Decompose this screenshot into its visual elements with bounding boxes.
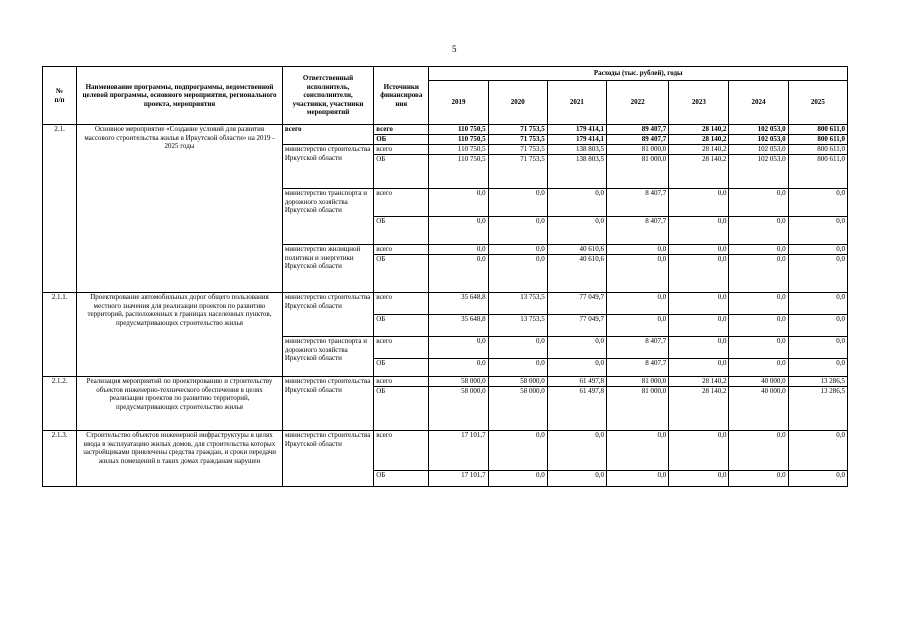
responsible-executor: министерство строительства Иркутской области — [282, 293, 373, 337]
value-2025: 800 611,0 — [788, 125, 847, 135]
funding-source: всего — [374, 431, 429, 471]
value-2024: 0,0 — [729, 189, 788, 217]
value-2021: 0,0 — [547, 189, 606, 217]
funding-source: ОБ — [374, 315, 429, 337]
value-2023: 0,0 — [669, 315, 729, 337]
value-2025: 0,0 — [788, 431, 847, 471]
table-row — [43, 293, 848, 315]
year-header-2025: 2025 — [788, 81, 847, 125]
funding-source: всего — [374, 337, 429, 359]
value-2024: 40 000,0 — [729, 387, 788, 431]
value-2022: 0,0 — [607, 471, 669, 487]
value-2021: 40 610,6 — [547, 255, 606, 293]
value-2020: 0,0 — [488, 217, 547, 245]
value-2023: 0,0 — [669, 255, 729, 293]
value-2021: 61 497,8 — [547, 377, 606, 387]
value-2019: 58 000,0 — [429, 387, 488, 431]
responsible-executor: всего — [282, 125, 373, 145]
value-2019: 0,0 — [429, 337, 488, 359]
value-2025: 0,0 — [788, 359, 847, 377]
value-2025: 800 611,0 — [788, 155, 847, 189]
funding-source: ОБ — [374, 471, 429, 487]
value-2019: 110 750,5 — [429, 145, 488, 155]
header-responsible: Ответственный исполнитель, соисполнители, участники, участники мероприятий — [282, 67, 373, 125]
value-2023: 0,0 — [669, 293, 729, 315]
value-2024: 102 053,0 — [729, 155, 788, 189]
value-2021: 138 803,5 — [547, 145, 606, 155]
row-number: 2.1.1. — [43, 293, 77, 377]
value-2025: 0,0 — [788, 189, 847, 217]
value-2025: 0,0 — [788, 217, 847, 245]
funding-source: ОБ — [374, 255, 429, 293]
value-2025: 0,0 — [788, 471, 847, 487]
value-2022: 81 000,0 — [607, 155, 669, 189]
value-2019: 0,0 — [429, 217, 488, 245]
value-2020: 58 000,0 — [488, 377, 547, 387]
value-2024: 102 053,0 — [729, 125, 788, 135]
value-2024: 102 053,0 — [729, 145, 788, 155]
value-2023: 28 140,2 — [669, 377, 729, 387]
value-2021: 0,0 — [547, 431, 606, 471]
activity-name: Реализация мероприятий по проектированию и строительству объектов инженерно-технического обеспечения в целях реализации проектов по развитию территорий, предусматривающих строительство жилья — [77, 377, 283, 431]
value-2019: 58 000,0 — [429, 377, 488, 387]
funding-source: ОБ — [374, 387, 429, 431]
page-number: 5 — [452, 44, 457, 54]
value-2022: 0,0 — [607, 255, 669, 293]
row-number: 2.1. — [43, 125, 77, 293]
value-2020: 0,0 — [488, 337, 547, 359]
funding-source: всего — [374, 377, 429, 387]
value-2022: 81 000,0 — [607, 377, 669, 387]
value-2024: 0,0 — [729, 255, 788, 293]
value-2025: 13 286,5 — [788, 387, 847, 431]
value-2022: 8 407,7 — [607, 337, 669, 359]
value-2019: 110 750,5 — [429, 155, 488, 189]
value-2021: 0,0 — [547, 471, 606, 487]
value-2021: 77 049,7 — [547, 315, 606, 337]
table-row — [43, 125, 848, 135]
header-name: Наименование программы, подпрограммы, ведомственной целевой программы, основного мероприятия, регионального проекта, мероприятия — [77, 67, 283, 125]
value-2020: 13 753,5 — [488, 315, 547, 337]
value-2023: 0,0 — [669, 189, 729, 217]
value-2019: 0,0 — [429, 255, 488, 293]
year-header-2020: 2020 — [488, 81, 547, 125]
value-2019: 35 648,8 — [429, 315, 488, 337]
funding-source: всего — [374, 189, 429, 217]
value-2020: 71 753,5 — [488, 135, 547, 145]
responsible-executor: министерство строительства Иркутской области — [282, 145, 373, 189]
value-2020: 0,0 — [488, 189, 547, 217]
value-2019: 17 101,7 — [429, 471, 488, 487]
value-2021: 40 610,6 — [547, 245, 606, 255]
budget-table — [42, 66, 848, 487]
value-2021: 77 049,7 — [547, 293, 606, 315]
value-2022: 81 000,0 — [607, 387, 669, 431]
value-2020: 58 000,0 — [488, 387, 547, 431]
responsible-executor: министерство строительства Иркутской области — [282, 377, 373, 431]
table-row — [43, 377, 848, 387]
funding-source: ОБ — [374, 135, 429, 145]
value-2021: 138 803,5 — [547, 155, 606, 189]
activity-name: Проектирование автомобильных дорог общего пользования местного значения для реализации проектов по развитию территорий, расположенных в границах населенных пунктов, предусматривающих строительство жилья — [77, 293, 283, 377]
value-2020: 0,0 — [488, 471, 547, 487]
header-sources: Источники финансирова ния — [374, 67, 429, 125]
funding-source: ОБ — [374, 217, 429, 245]
value-2021: 179 414,1 — [547, 125, 606, 135]
funding-source: всего — [374, 145, 429, 155]
value-2021: 0,0 — [547, 217, 606, 245]
value-2025: 13 286,5 — [788, 377, 847, 387]
year-header-2024: 2024 — [729, 81, 788, 125]
row-number: 2.1.2. — [43, 377, 77, 431]
value-2025: 0,0 — [788, 293, 847, 315]
funding-source: ОБ — [374, 155, 429, 189]
value-2023: 0,0 — [669, 337, 729, 359]
value-2019: 110 750,5 — [429, 125, 488, 135]
value-2021: 0,0 — [547, 337, 606, 359]
value-2022: 8 407,7 — [607, 189, 669, 217]
value-2020: 71 753,5 — [488, 155, 547, 189]
header-expenses: Расходы (тыс. рублей), годы — [429, 67, 848, 81]
value-2020: 13 753,5 — [488, 293, 547, 315]
value-2025: 800 611,0 — [788, 145, 847, 155]
value-2024: 102 053,0 — [729, 135, 788, 145]
value-2023: 28 140,2 — [669, 135, 729, 145]
funding-source: ОБ — [374, 359, 429, 377]
value-2022: 0,0 — [607, 293, 669, 315]
value-2024: 0,0 — [729, 315, 788, 337]
responsible-executor: министерство жилищной политики и энергетики Иркутской области — [282, 245, 373, 293]
value-2023: 28 140,2 — [669, 155, 729, 189]
value-2023: 0,0 — [669, 471, 729, 487]
value-2024: 0,0 — [729, 293, 788, 315]
value-2019: 110 750,5 — [429, 135, 488, 145]
value-2023: 28 140,2 — [669, 387, 729, 431]
year-header-2021: 2021 — [547, 81, 606, 125]
value-2021: 61 497,8 — [547, 387, 606, 431]
value-2024: 0,0 — [729, 471, 788, 487]
value-2025: 0,0 — [788, 337, 847, 359]
year-header-2023: 2023 — [669, 81, 729, 125]
value-2024: 0,0 — [729, 431, 788, 471]
value-2019: 0,0 — [429, 359, 488, 377]
value-2022: 8 407,7 — [607, 359, 669, 377]
value-2024: 0,0 — [729, 337, 788, 359]
value-2023: 0,0 — [669, 431, 729, 471]
value-2025: 0,0 — [788, 255, 847, 293]
value-2023: 0,0 — [669, 245, 729, 255]
value-2020: 0,0 — [488, 431, 547, 471]
row-number: 2.1.3. — [43, 431, 77, 487]
value-2022: 8 407,7 — [607, 217, 669, 245]
value-2019: 0,0 — [429, 189, 488, 217]
table-row — [43, 431, 848, 471]
value-2025: 800 611,0 — [788, 135, 847, 145]
value-2024: 40 000,0 — [729, 377, 788, 387]
value-2022: 0,0 — [607, 315, 669, 337]
value-2020: 0,0 — [488, 359, 547, 377]
value-2022: 0,0 — [607, 245, 669, 255]
value-2025: 0,0 — [788, 245, 847, 255]
value-2022: 0,0 — [607, 431, 669, 471]
header-num: № п/п — [43, 67, 77, 125]
funding-source: всего — [374, 245, 429, 255]
responsible-executor: министерство транспорта и дорожного хозяйства Иркутской области — [282, 189, 373, 245]
value-2019: 17 101,7 — [429, 431, 488, 471]
value-2022: 89 407,7 — [607, 125, 669, 135]
funding-source: всего — [374, 293, 429, 315]
value-2024: 0,0 — [729, 359, 788, 377]
value-2019: 35 648,8 — [429, 293, 488, 315]
year-header-2019: 2019 — [429, 81, 488, 125]
value-2021: 179 414,1 — [547, 135, 606, 145]
value-2020: 71 753,5 — [488, 145, 547, 155]
value-2024: 0,0 — [729, 217, 788, 245]
value-2020: 0,0 — [488, 245, 547, 255]
value-2019: 0,0 — [429, 245, 488, 255]
value-2023: 0,0 — [669, 359, 729, 377]
year-header-2022: 2022 — [607, 81, 669, 125]
responsible-executor: министерство строительства Иркутской области — [282, 431, 373, 487]
value-2023: 28 140,2 — [669, 145, 729, 155]
funding-source: всего — [374, 125, 429, 135]
activity-name: Основное мероприятие «Создание условий для развития массового строительства жилья в Иркутской области» на 2019 - 2025 годы — [77, 125, 283, 293]
value-2022: 89 407,7 — [607, 135, 669, 145]
value-2022: 81 000,0 — [607, 145, 669, 155]
value-2023: 28 140,2 — [669, 125, 729, 135]
value-2023: 0,0 — [669, 217, 729, 245]
responsible-executor: министерство транспорта и дорожного хозяйства Иркутской области — [282, 337, 373, 377]
activity-name: Строительство объектов инженерной инфраструктуры в целях ввода в эксплуатацию жилых домов, для строительства которых застройщиками привлечены средства граждан, и сроки передачи жилых помещений в таких домах гражданам нарушен — [77, 431, 283, 487]
value-2020: 71 753,5 — [488, 125, 547, 135]
value-2025: 0,0 — [788, 315, 847, 337]
value-2021: 0,0 — [547, 359, 606, 377]
value-2024: 0,0 — [729, 245, 788, 255]
value-2020: 0,0 — [488, 255, 547, 293]
